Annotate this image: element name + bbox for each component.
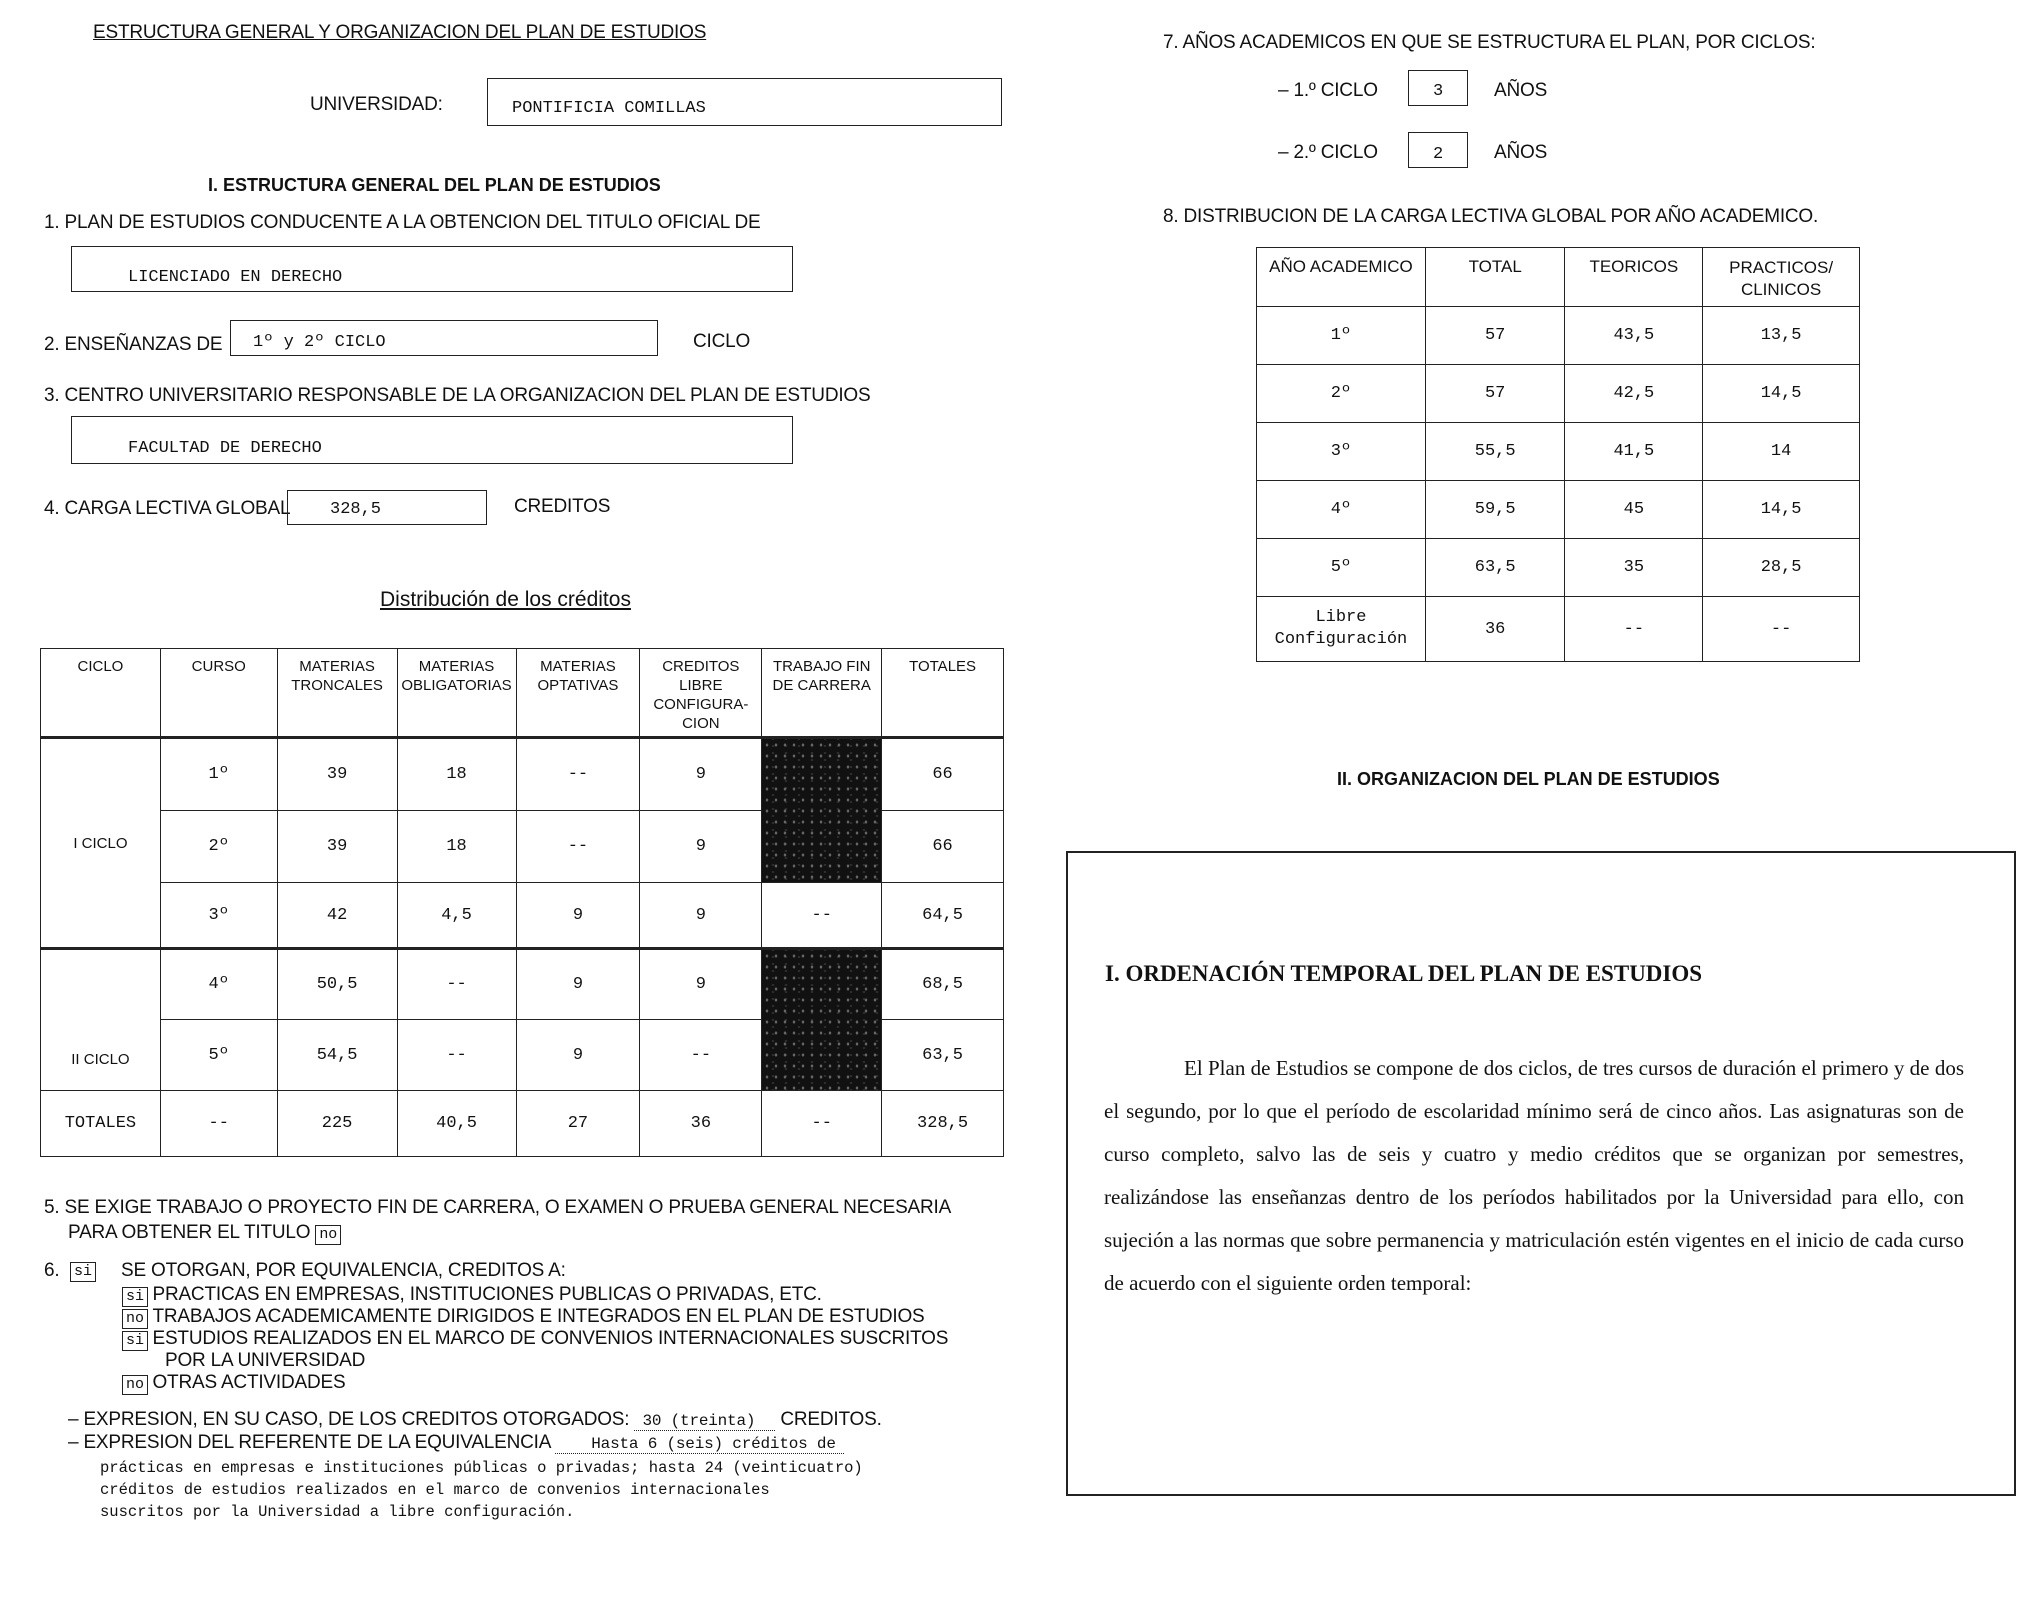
table-cell: 4º — [1257, 481, 1426, 539]
table-cell: 39 — [277, 738, 397, 811]
table-cell: -- — [1565, 597, 1703, 662]
ordenacion-box — [1066, 851, 2016, 1496]
shaded-cell — [762, 738, 882, 883]
table-cell: 36 — [640, 1091, 762, 1157]
item-6-mark — [70, 1262, 96, 1282]
section-2-title: II. ORGANIZACION DEL PLAN DE ESTUDIOS — [1337, 769, 1720, 789]
table-cell: 1º — [1257, 307, 1426, 365]
option-text-continuation: POR LA UNIVERSIDAD — [165, 1350, 366, 1371]
table-cell: 14,5 — [1703, 365, 1860, 423]
table-row — [41, 738, 1004, 811]
table-cell: 57 — [1425, 307, 1565, 365]
table-cell: -- — [160, 1091, 277, 1157]
table-cell: 64,5 — [882, 883, 1004, 949]
ciclo-1-label: – 1.º CICLO — [1278, 80, 1378, 101]
table-header-row — [41, 649, 1004, 738]
table-header-row — [1257, 248, 1860, 307]
expression-1-label: – EXPRESION, EN SU CASO, DE LOS CREDITOS OTORGADOS: — [68, 1409, 630, 1430]
col-header-optativas: MATERIAS OPTATIVAS — [516, 649, 640, 738]
option-text: ESTUDIOS REALIZADOS EN EL MARCO DE CONVENIOS INTERNACIONALES SUSCRITOS — [152, 1328, 949, 1349]
ciclo-2-cell: II CICLO — [41, 949, 161, 1091]
col-header-total: TOTAL — [1425, 248, 1565, 307]
item-3-label: 3. CENTRO UNIVERSITARIO RESPONSABLE DE LA ORGANIZACION DEL PLAN DE ESTUDIOS — [44, 385, 871, 406]
table-cell: 14 — [1703, 423, 1860, 481]
item-1-label: 1. PLAN DE ESTUDIOS CONDUCENTE A LA OBTENCION DEL TITULO OFICIAL DE — [44, 212, 761, 233]
item-2-suffix: CICLO — [693, 331, 751, 352]
ciclo-1-cell: I CICLO — [41, 738, 161, 949]
table-cell: 45 — [1565, 481, 1703, 539]
table-row — [1257, 481, 1860, 539]
item-5-line1: 5. SE EXIGE TRABAJO O PROYECTO FIN DE CARRERA, O EXAMEN O PRUEBA GENERAL NECESARIA — [44, 1197, 952, 1218]
table-cell: 4º — [160, 949, 277, 1020]
expression-2-label: – EXPRESION DEL REFERENTE DE LA EQUIVALENCIA — [68, 1432, 551, 1453]
ensenanzas-field — [230, 320, 658, 356]
table-cell: 39 — [277, 811, 397, 883]
table-cell: 9 — [640, 738, 762, 811]
totals-label: TOTALES — [41, 1091, 161, 1157]
document-title: ESTRUCTURA GENERAL Y ORGANIZACION DEL PLAN DE ESTUDIOS — [93, 22, 707, 43]
carga-lectiva-table — [1256, 247, 1860, 662]
table-cell: 9 — [640, 883, 762, 949]
table-cell: -- — [516, 811, 640, 883]
option-row — [122, 1372, 948, 1394]
table-cell: 1º — [160, 738, 277, 811]
expression-1-value: 30 (treinta) — [634, 1412, 775, 1431]
item-7-label: 7. AÑOS ACADEMICOS EN QUE SE ESTRUCTURA EL PLAN, POR CICLOS: — [1163, 32, 1816, 53]
table-row — [1257, 597, 1860, 662]
table-cell: 5º — [160, 1020, 277, 1091]
expression-2-value: Hasta 6 (seis) créditos de — [555, 1435, 843, 1454]
table-cell: 50,5 — [277, 949, 397, 1020]
credit-distribution-table — [40, 648, 1004, 1157]
table-cell: 36 — [1425, 597, 1565, 662]
table-row — [41, 883, 1004, 949]
table-cell: 3º — [160, 883, 277, 949]
col-header-troncales: MATERIAS TRONCALES — [277, 649, 397, 738]
table-cell: 18 — [397, 811, 516, 883]
titulo-value: LICENCIADO EN DERECHO — [128, 268, 343, 287]
option-mark: si — [122, 1331, 148, 1351]
table-cell: -- — [516, 738, 640, 811]
distribution-title: Distribución de los créditos — [380, 588, 631, 611]
table-row — [1257, 539, 1860, 597]
table-cell: 59,5 — [1425, 481, 1565, 539]
ciclo-1-value: 3 — [1433, 82, 1444, 101]
option-mark: no — [122, 1309, 148, 1329]
option-mark: no — [122, 1375, 148, 1395]
ensenanzas-value: 1º y 2º CICLO — [253, 333, 386, 352]
table-cell: 55,5 — [1425, 423, 1565, 481]
table-cell: 40,5 — [397, 1091, 516, 1157]
table-cell: 5º — [1257, 539, 1426, 597]
table-cell: 27 — [516, 1091, 640, 1157]
table-cell: 328,5 — [882, 1091, 1004, 1157]
col-header-obligatorias: MATERIAS OBLIGATORIAS — [397, 649, 516, 738]
table-cell: -- — [1703, 597, 1860, 662]
expression-1 — [68, 1409, 882, 1431]
table-cell: 14,5 — [1703, 481, 1860, 539]
option-row — [122, 1284, 948, 1306]
col-header-ciclo: CICLO — [41, 649, 161, 738]
table-cell: 4,5 — [397, 883, 516, 949]
ordenacion-title: I. ORDENACIÓN TEMPORAL DEL PLAN DE ESTUDIOS — [1105, 961, 1703, 986]
shaded-cell — [762, 949, 882, 1091]
option-text: OTRAS ACTIVIDADES — [152, 1372, 346, 1393]
item-6-mark-box: si — [70, 1262, 96, 1282]
table-cell: 9 — [516, 949, 640, 1020]
ciclo-2-label: – 2.º CICLO — [1278, 142, 1378, 163]
col-header-curso: CURSO — [160, 649, 277, 738]
table-cell: 28,5 — [1703, 539, 1860, 597]
centro-value: FACULTAD DE DERECHO — [128, 439, 322, 458]
table-cell: 35 — [1565, 539, 1703, 597]
table-cell: -- — [762, 1091, 882, 1157]
table-cell: 66 — [882, 738, 1004, 811]
table-cell: 63,5 — [882, 1020, 1004, 1091]
col-header-teoricos: TEORICOS — [1565, 248, 1703, 307]
table-cell: -- — [397, 1020, 516, 1091]
item-6-options — [122, 1284, 948, 1394]
table-cell: 13,5 — [1703, 307, 1860, 365]
table-row — [1257, 307, 1860, 365]
col-header-practicos: PRACTICOS/ CLINICOS — [1703, 248, 1860, 307]
totals-row — [41, 1091, 1004, 1157]
table-cell: 66 — [882, 811, 1004, 883]
table-cell: -- — [640, 1020, 762, 1091]
ciclo-2-anos: AÑOS — [1494, 142, 1548, 163]
col-header-totales: TOTALES — [882, 649, 1004, 738]
item-5-value: no — [315, 1225, 341, 1245]
table-cell: 2º — [160, 811, 277, 883]
option-row — [122, 1306, 948, 1328]
table-cell: 9 — [516, 883, 640, 949]
item-5-line2 — [68, 1222, 341, 1245]
table-cell: 225 — [277, 1091, 397, 1157]
table-row — [41, 949, 1004, 1020]
expression-2-continuation — [100, 1457, 863, 1523]
table-cell: -- — [397, 949, 516, 1020]
carga-value: 328,5 — [330, 500, 382, 519]
table-row — [1257, 423, 1860, 481]
table-cell: 42,5 — [1565, 365, 1703, 423]
text-line: créditos de estudios realizados en el marco de convenios internacionales — [100, 1481, 770, 1499]
table-cell: 9 — [516, 1020, 640, 1091]
item-6-label: SE OTORGAN, POR EQUIVALENCIA, CREDITOS A: — [121, 1260, 566, 1281]
ciclo-1-anos: AÑOS — [1494, 80, 1548, 101]
table-row — [1257, 365, 1860, 423]
col-header-libre-configuracion: CREDITOS LIBRE CONFIGURA-CION — [640, 649, 762, 738]
ciclo-2-box — [1408, 132, 1468, 168]
carga-field — [287, 490, 487, 525]
ciclo-1-box — [1408, 70, 1468, 106]
table-cell: 68,5 — [882, 949, 1004, 1020]
table-cell: 9 — [640, 949, 762, 1020]
table-cell: 63,5 — [1425, 539, 1565, 597]
item-2-label: 2. ENSEÑANZAS DE — [44, 334, 223, 355]
option-text: PRACTICAS EN EMPRESAS, INSTITUCIONES PUBLICAS O PRIVADAS, ETC. — [152, 1284, 822, 1305]
table-cell: 3º — [1257, 423, 1426, 481]
item-4-label: 4. CARGA LECTIVA GLOBAL — [44, 498, 291, 519]
universidad-label: UNIVERSIDAD: — [310, 94, 443, 115]
table-cell: 42 — [277, 883, 397, 949]
ciclo-2-value: 2 — [1433, 145, 1444, 164]
item-6-number: 6. — [44, 1260, 60, 1281]
centro-field — [71, 416, 793, 464]
table-cell: 2º — [1257, 365, 1426, 423]
universidad-field — [487, 78, 1002, 126]
table-cell: 57 — [1425, 365, 1565, 423]
table-cell: 9 — [640, 811, 762, 883]
col-header-ano: AÑO ACADEMICO — [1257, 248, 1426, 307]
table-cell: 18 — [397, 738, 516, 811]
section-1-title: I. ESTRUCTURA GENERAL DEL PLAN DE ESTUDIOS — [208, 175, 661, 195]
titulo-field — [71, 246, 793, 292]
text-line: prácticas en empresas e instituciones públicas o privadas; hasta 24 (veinticuatro) — [100, 1459, 863, 1477]
table-cell: 54,5 — [277, 1020, 397, 1091]
item-5-label: PARA OBTENER EL TITULO — [68, 1222, 311, 1243]
item-8-label: 8. DISTRIBUCION DE LA CARGA LECTIVA GLOBAL POR AÑO ACADEMICO. — [1163, 206, 1819, 227]
universidad-value: PONTIFICIA COMILLAS — [512, 99, 706, 118]
ordenacion-paragraph: El Plan de Estudios se compone de dos ciclos, de tres cursos de duración el primero y de dos el segundo, por lo que el período de escolaridad mínimo será de cinco años. Las asignaturas son de curso completo, salvo las de seis y cuatro y medio créditos que se organizan por semestres, realizándose las enseñanzas dentro de los períodos habilitados por la Universidad para ello, con sujeción a las normas que sobre permanencia y matriculación estén vigentes en el inicio de cada curso de acuerdo con el siguiente orden temporal: — [1104, 1056, 1964, 1295]
text-line: suscritos por la Universidad a libre configuración. — [100, 1503, 575, 1521]
item-4-suffix: CREDITOS — [514, 496, 611, 517]
col-header-trabajo-fin: TRABAJO FIN DE CARRERA — [762, 649, 882, 738]
table-cell: 41,5 — [1565, 423, 1703, 481]
option-mark: si — [122, 1287, 148, 1307]
option-text: TRABAJOS ACADEMICAMENTE DIRIGIDOS E INTEGRADOS EN EL PLAN DE ESTUDIOS — [152, 1306, 925, 1327]
table-cell: -- — [762, 883, 882, 949]
option-row — [122, 1328, 948, 1350]
expression-1-suffix: CREDITOS. — [780, 1409, 882, 1430]
table-cell: 43,5 — [1565, 307, 1703, 365]
expression-2 — [68, 1432, 844, 1454]
table-cell: Libre Configuración — [1257, 597, 1426, 662]
